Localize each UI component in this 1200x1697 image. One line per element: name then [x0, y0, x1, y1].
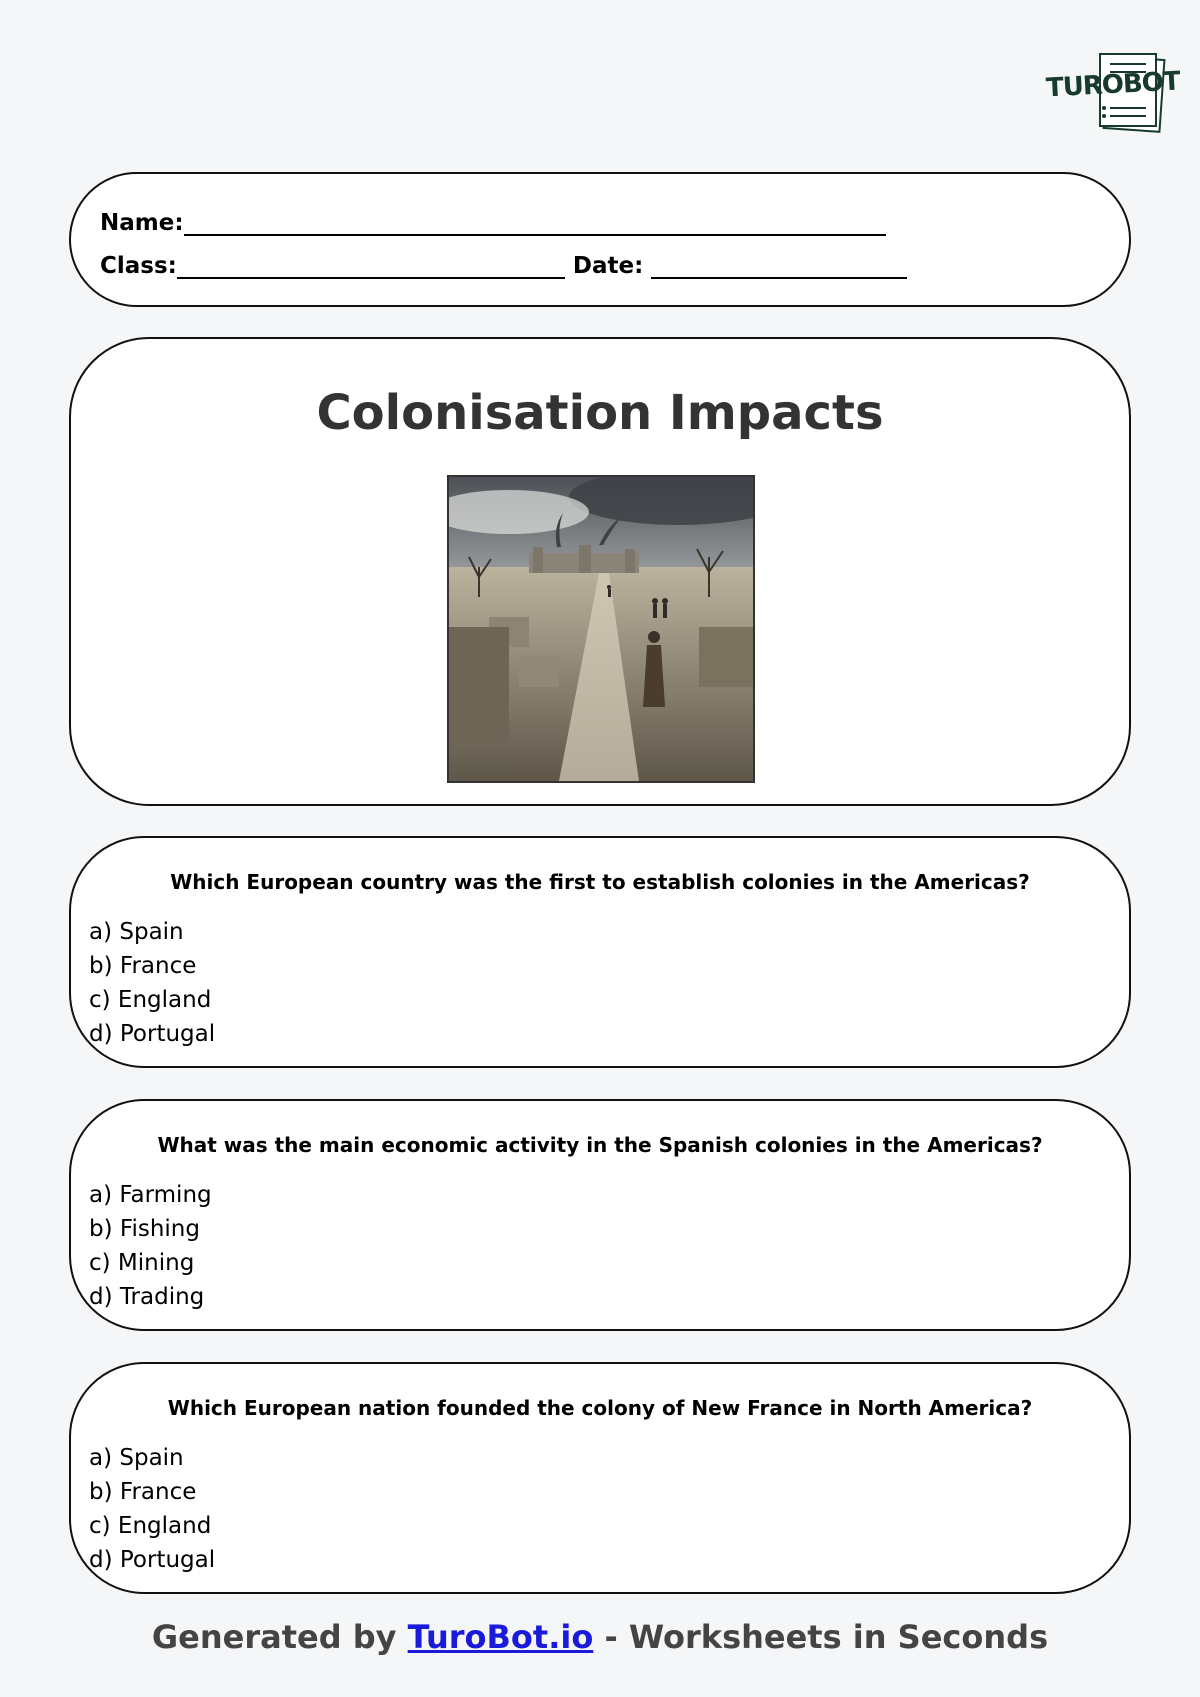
footer — [0, 1618, 1200, 1656]
option-a[interactable]: a) Spain — [89, 1445, 184, 1471]
class-blank-line[interactable] — [177, 255, 565, 279]
answer-options — [89, 1441, 215, 1577]
option-b[interactable]: b) Fishing — [89, 1216, 200, 1242]
date-label: Date: — [572, 253, 644, 279]
question-text: Which European nation founded the colony of New France in North America? — [167, 1396, 1033, 1420]
question-card-3 — [69, 1362, 1131, 1594]
option-b[interactable]: b) France — [89, 953, 197, 979]
answer-options — [89, 1178, 212, 1314]
option-d[interactable]: d) Trading — [89, 1284, 205, 1310]
class-label: Class: — [100, 253, 177, 279]
footer-prefix: Generated by — [151, 1618, 397, 1656]
option-a[interactable]: a) Farming — [89, 1182, 212, 1208]
turobot-link[interactable]: TuroBot.io — [407, 1618, 594, 1656]
title-card — [69, 337, 1131, 806]
option-a[interactable]: a) Spain — [89, 919, 184, 945]
option-c[interactable]: c) England — [89, 987, 212, 1013]
colonisation-illustration — [447, 475, 755, 783]
student-info-card — [69, 172, 1131, 307]
question-text: What was the main economic activity in the Spanish colonies in the Americas? — [157, 1133, 1043, 1157]
name-blank-line[interactable] — [184, 212, 886, 236]
turobot-logo — [1045, 52, 1181, 136]
name-row — [100, 210, 886, 236]
option-c[interactable]: c) Mining — [89, 1250, 195, 1276]
worksheet-title: Colonisation Impacts — [316, 385, 884, 441]
question-text: Which European country was the first to establish colonies in the Americas? — [170, 870, 1030, 894]
footer-suffix: - Worksheets in Seconds — [604, 1618, 1049, 1656]
question-card-1 — [69, 836, 1131, 1068]
class-date-row — [100, 253, 907, 279]
logo-text: TUROBOT — [1045, 66, 1181, 104]
name-label: Name: — [100, 210, 184, 236]
option-c[interactable]: c) England — [89, 1513, 212, 1539]
answer-options — [89, 915, 215, 1051]
date-blank-line[interactable] — [651, 255, 907, 279]
option-d[interactable]: d) Portugal — [89, 1547, 216, 1573]
option-d[interactable]: d) Portugal — [89, 1021, 216, 1047]
option-b[interactable]: b) France — [89, 1479, 197, 1505]
question-card-2 — [69, 1099, 1131, 1331]
